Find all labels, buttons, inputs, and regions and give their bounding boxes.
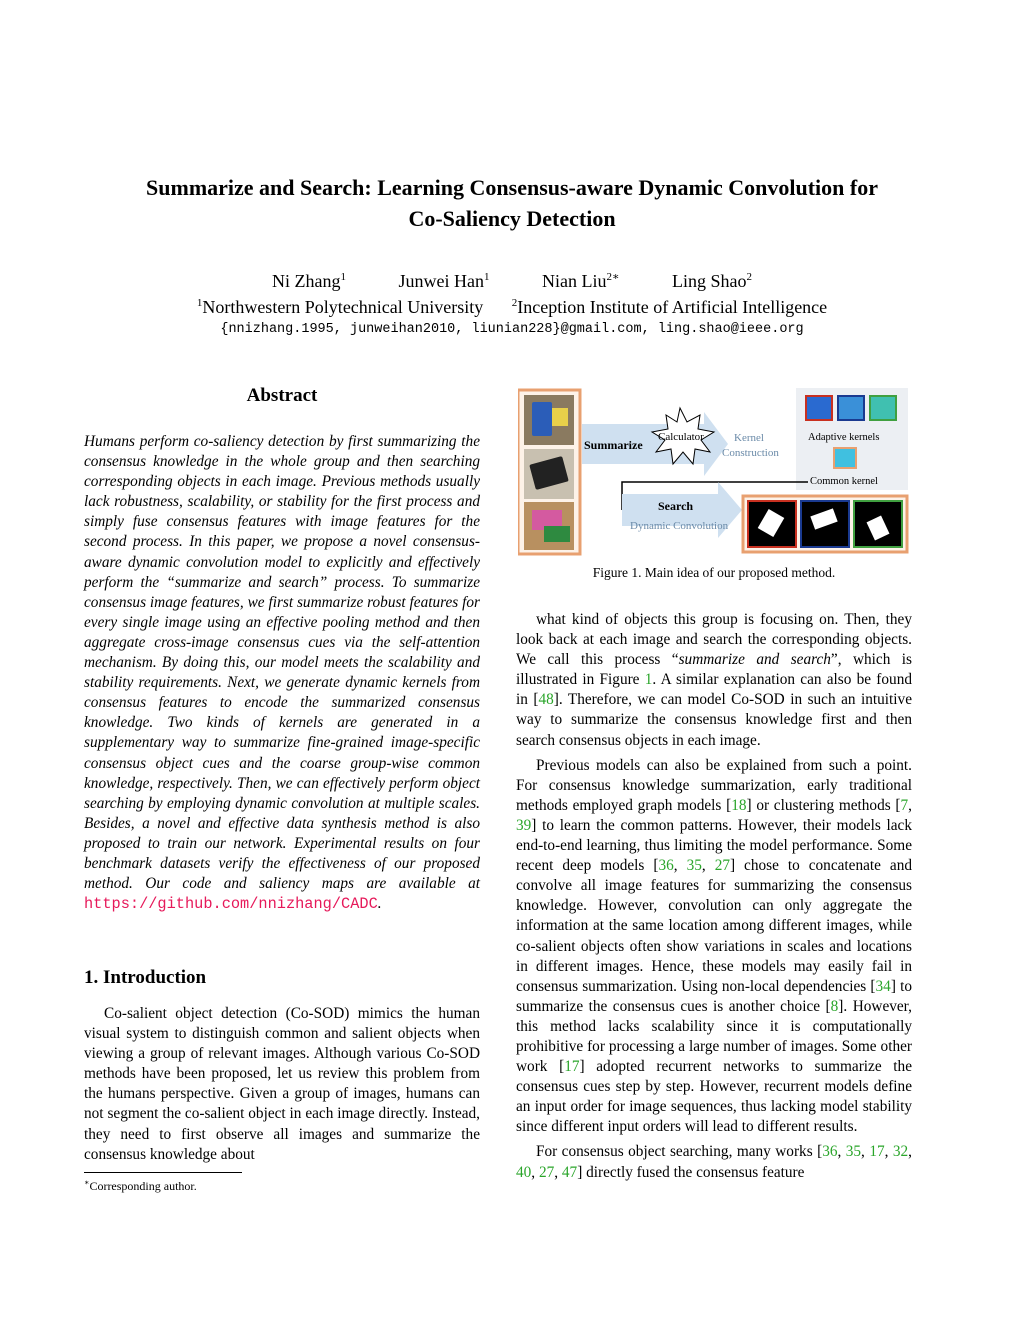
citation-link[interactable]: 27 [714, 857, 730, 875]
summarize-label: Summarize [584, 438, 643, 452]
affiliation: $^2$Inception Institute of Artificial Intelligence [511, 297, 828, 317]
citation-link[interactable]: 40 [516, 1163, 532, 1181]
citation-link[interactable]: 32 [892, 1143, 909, 1161]
code-url-link[interactable]: https://github.com/nnizhang/CADC [84, 895, 378, 914]
section-heading-introduction: 1. Introduction [84, 967, 207, 988]
citation-link[interactable]: 34 [875, 977, 891, 995]
figure-1-diagram [518, 388, 910, 558]
citation-link[interactable]: 18 [731, 796, 747, 814]
title-line-1: Summarize and Search: Learning Consensus-aware Dynamic Convolution for [146, 175, 878, 200]
author: Nian Liu$^{2∗}$ [541, 271, 620, 291]
citation-link[interactable]: 17 [564, 1058, 580, 1076]
abstract-body: Humans perform co-saliency detection by first summarizing the consensus knowledge in the whole group and then searching corresponding objects in each image. Previous methods usually lack robustness, scalability, or stability for the first process and simply fuse consensus features with image features for the second process. In this paper, we propose a novel consensus-aware dynamic convolution model to explicitly and effectively perform the “summarize and search” process. To summarize consensus image features, we first summarize robust features for every single image using an effective pooling method and then aggregate cross-image consensus cues via the self-attention mechanism. By doing this, our model meets the scalability and stability requirements. Next, we generate dynamic kernels from consensus features to encode the summarized consensus knowledge. Two kinds of kernels are generated in a supplementary way to summarize fine-grained image-specific consensus object cues and the coarse group-wise common knowledge, respectively. Then, we can effectively perform object searching by employing dynamic convolution at multiple scales. Besides, a novel and effective data synthesis method is also proposed to train our network. Experimental results on four benchmark datasets verify the effectiveness of our proposed method. Our code and saliency maps are available at https://github.com/nnizhang/CADC. [84, 433, 480, 914]
author: Junwei Han$^1$ [398, 271, 490, 291]
calculator-1-icon [532, 402, 552, 436]
citation-link[interactable]: 17 [869, 1143, 885, 1161]
citation-link[interactable]: 48 [538, 691, 554, 709]
paragraph: Previous models can also be explained from such a point. For consensus knowledge summarization, early traditional methods employed graph models [18] or clustering methods [7, 39] to learn the common patterns. However, their models lack end-to-end learning, thus limiting the model performance. Some recent deep models [36, 35, 27] chose to concatenate and convolve all image features for summarizing the consensus knowledge. However, convolution can only aggregate the information at the same location among different images, while co-salient objects often show variations in scales and locations in different images. Hence, these models may easily fail in consensus summarization. Using non-local dependencies [34] to summarize the consensus cues is another choice [8]. However, this method lacks scalability since it is computationally prohibitive for processing a large number of images. Some other work [17] adopted recurrent networks to summarize the consensus cues step by step. However, recurrent models define an input order for image sequences, thus lacking model stability since different input orders will lead to different results. [516, 756, 912, 1136]
right-column-text [516, 610, 912, 1183]
citation-link[interactable]: 35 [686, 857, 702, 875]
citation-link[interactable]: 7 [900, 796, 909, 814]
calculator-label: Calculator [658, 431, 704, 443]
paragraph: For consensus object searching, many works [36, 35, 17, 32, 40, 27, 47] directly fused the consensus feature [516, 1143, 912, 1181]
citation-link[interactable]: 35 [845, 1143, 862, 1161]
citation-link[interactable]: 8 [830, 997, 839, 1015]
common-kernel-label: Common kernel [810, 476, 878, 487]
dynamic-convolution-label: Dynamic Convolution [630, 520, 729, 532]
author-emails: {nnizhang.1995, junweihan2010, liunian228}@gmail.com, ling.shao@ieee.org [220, 322, 804, 337]
author: Ling Shao$^2$ [671, 271, 752, 291]
author-block [60, 268, 964, 320]
search-label: Search [658, 499, 694, 513]
paper-title [60, 172, 964, 234]
affiliation: $^1$Northwestern Polytechnical University [196, 297, 484, 317]
title-line-2: Co-Saliency Detection [408, 206, 616, 231]
citation-link[interactable]: 36 [822, 1143, 838, 1161]
footnote-divider [84, 1172, 242, 1173]
construction-label: Construction [722, 447, 779, 459]
figure-1-caption: Figure 1. Main idea of our proposed method. [592, 565, 836, 580]
adaptive-kernels-label: Adaptive kernels [808, 432, 880, 443]
intro-paragraph: Co-salient object detection (Co-SOD) mimics the human visual system to distinguish common and salient objects when viewing a group of relevant images. Although various Co-SOD methods have been proposed, let us review this problem from the humans perspective. Given a group of images, humans can not segment the co-salient object in each image directly. Instead, they need to first observe all images and summarize the consensus knowledge about [84, 1005, 480, 1163]
citation-link[interactable]: 39 [516, 816, 532, 834]
citation-link[interactable]: 47 [561, 1163, 578, 1181]
author: Ni Zhang$^1$ [272, 271, 346, 291]
author-list [60, 268, 964, 294]
figure-ref-link[interactable]: 1 [644, 671, 653, 689]
affiliation-list [60, 294, 964, 320]
adaptive-kernel-cubes [806, 396, 896, 420]
footnote: ∗Corresponding author. [84, 1178, 197, 1193]
citation-link[interactable]: 27 [538, 1163, 555, 1181]
abstract-heading: Abstract [246, 385, 318, 406]
citation-link[interactable]: 36 [658, 857, 674, 875]
common-kernel-cube [834, 448, 856, 468]
kernel-label: Kernel [734, 432, 764, 444]
paragraph: what kind of objects this group is focusing on. Then, they look back at each image and search the corresponding objects. We call this process “summarize and search”, which is illustrated in Figure 1. A similar explanation can also be found in [48]. Therefore, we can model Co-SOD in such an intuitive way to summarize the consensus knowledge first and then search consensus objects in each image. [516, 611, 912, 749]
